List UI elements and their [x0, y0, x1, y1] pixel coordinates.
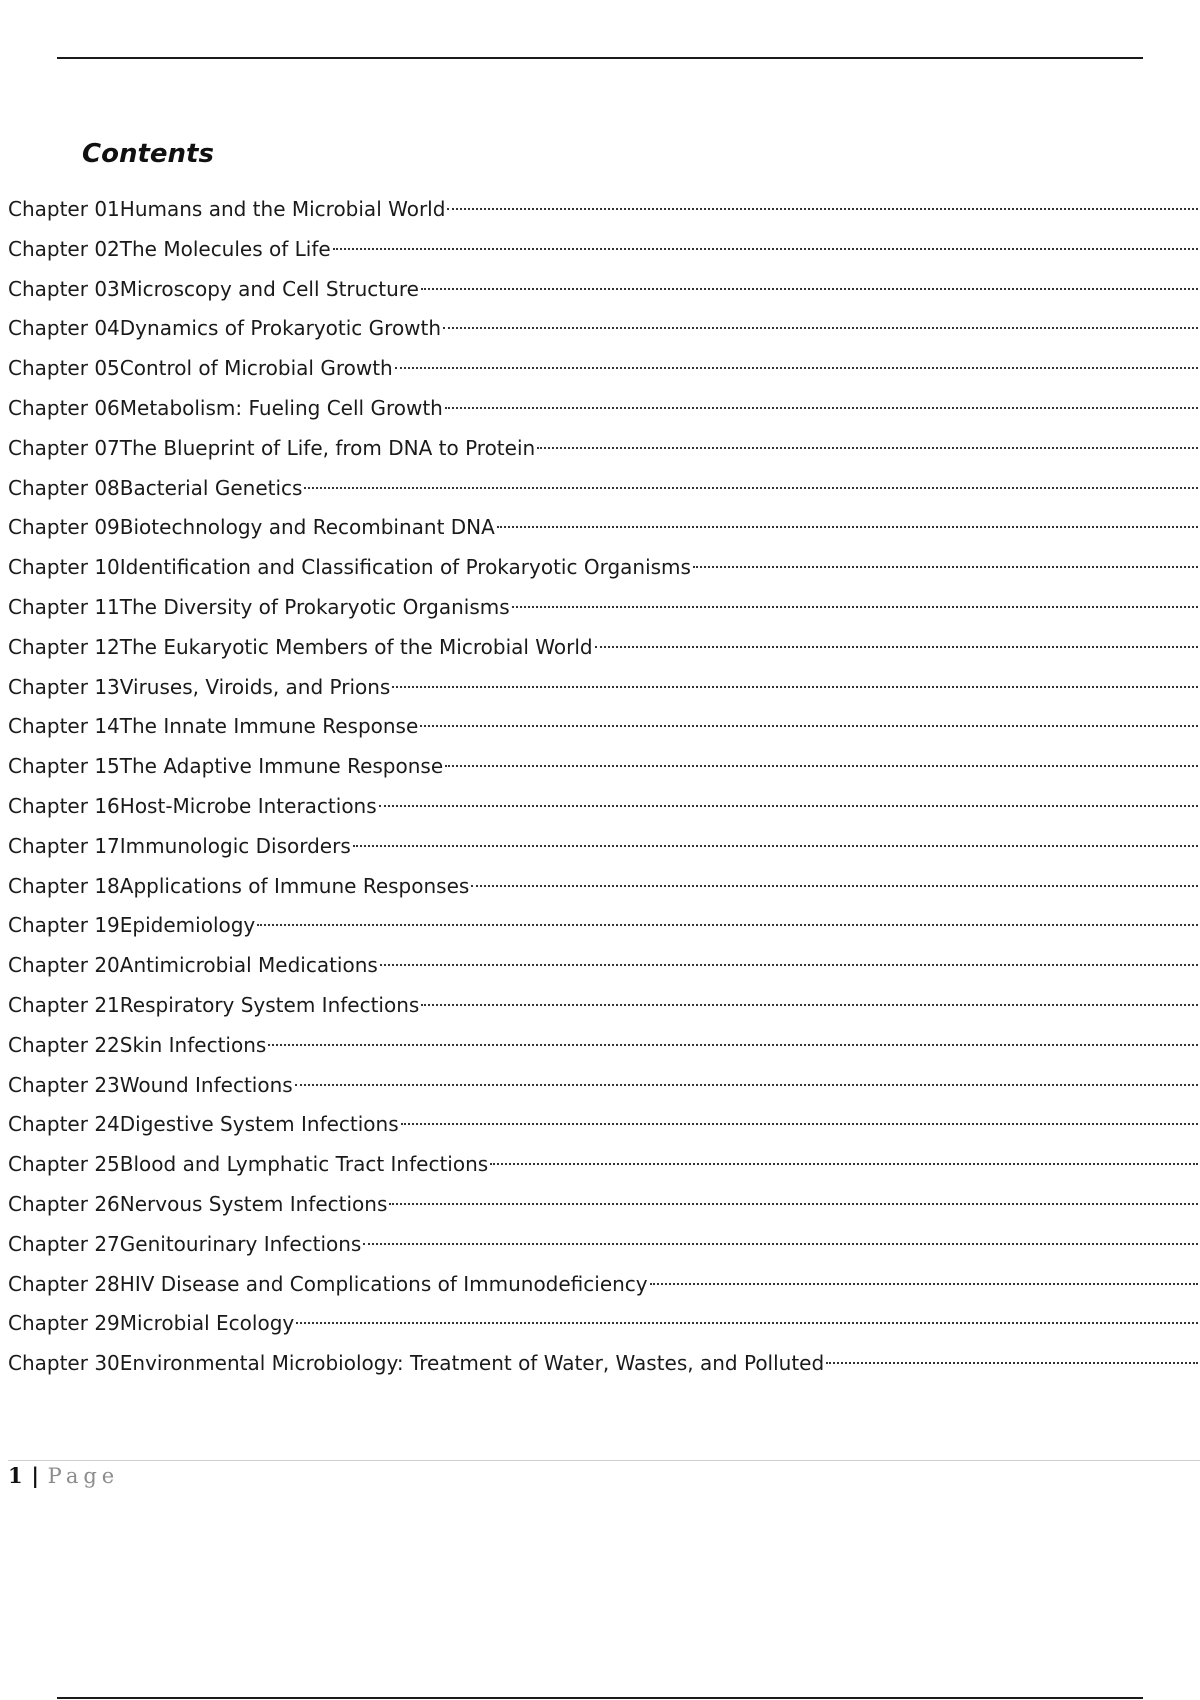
toc-entry[interactable] — [8, 747, 1200, 787]
toc-entry[interactable] — [8, 389, 1200, 429]
toc-chapter-title: Epidemiology — [119, 913, 256, 938]
toc-dot-leader — [443, 327, 1198, 329]
toc-dot-leader — [421, 288, 1198, 290]
toc-dot-leader — [401, 1123, 1198, 1125]
toc-chapter-title: The Blueprint of Life, from DNA to Protein — [119, 435, 536, 460]
toc-entry[interactable] — [8, 787, 1200, 827]
toc-chapter-number: Chapter 29 — [8, 1311, 120, 1336]
toc-dot-leader — [826, 1362, 1198, 1364]
bottom-rule — [57, 1697, 1143, 1699]
toc-chapter-number: Chapter 11 — [8, 594, 120, 619]
footer-page-number: 1 — [8, 1463, 23, 1488]
toc-dot-leader — [389, 1203, 1198, 1205]
toc-entry[interactable] — [8, 986, 1200, 1026]
toc-chapter-title: Nervous System Infections — [119, 1191, 388, 1216]
toc-chapter-number: Chapter 20 — [8, 953, 120, 978]
page-footer — [8, 1462, 119, 1490]
toc-chapter-title: Wound Infections — [119, 1072, 293, 1097]
toc-entry[interactable] — [8, 548, 1200, 588]
toc-entry[interactable] — [8, 1185, 1200, 1225]
toc-chapter-number: Chapter 12 — [8, 634, 120, 659]
toc-dot-leader — [353, 845, 1198, 847]
toc-dot-leader — [395, 367, 1198, 369]
toc-dot-leader — [447, 208, 1198, 210]
toc-entry[interactable] — [8, 906, 1200, 946]
toc-entry[interactable] — [8, 946, 1200, 986]
toc-dot-leader — [595, 646, 1198, 648]
toc-chapter-title: Metabolism: Fueling Cell Growth — [119, 395, 443, 420]
toc-chapter-title: Antimicrobial Medications — [119, 953, 378, 978]
toc-entry[interactable] — [8, 1026, 1200, 1066]
toc-dot-leader — [537, 447, 1198, 449]
toc-chapter-title: Skin Infections — [119, 1032, 267, 1057]
toc-dot-leader — [420, 725, 1198, 727]
toc-entry[interactable] — [8, 707, 1200, 747]
toc-dot-leader — [650, 1283, 1198, 1285]
toc-entry[interactable] — [8, 508, 1200, 548]
toc-chapter-number: Chapter 28 — [8, 1271, 120, 1296]
header-rule — [57, 57, 1143, 59]
toc-dot-leader — [268, 1044, 1198, 1046]
toc-dot-leader — [512, 606, 1198, 608]
toc-entry[interactable] — [8, 190, 1200, 230]
toc-chapter-title: Immunologic Disorders — [119, 833, 351, 858]
toc-dot-leader — [379, 805, 1198, 807]
toc-entry[interactable] — [8, 1066, 1200, 1106]
toc-entry[interactable] — [8, 1344, 1200, 1384]
toc-dot-leader — [392, 686, 1198, 688]
toc-dot-leader — [490, 1163, 1198, 1165]
toc-chapter-number: Chapter 04 — [8, 316, 120, 341]
toc-chapter-title: Microbial Ecology — [119, 1311, 295, 1336]
toc-chapter-title: Control of Microbial Growth — [119, 356, 393, 381]
toc-chapter-title: HIV Disease and Complications of Immunodeficiency — [119, 1271, 648, 1296]
toc-chapter-number: Chapter 05 — [8, 356, 120, 381]
toc-dot-leader — [333, 248, 1198, 250]
toc-dot-leader — [380, 964, 1198, 966]
toc-chapter-title: Viruses, Viroids, and Prions — [119, 674, 391, 699]
toc-chapter-number: Chapter 25 — [8, 1152, 120, 1177]
toc-chapter-number: Chapter 26 — [8, 1191, 120, 1216]
toc-chapter-title: The Innate Immune Response — [119, 714, 419, 739]
toc-entry[interactable] — [8, 270, 1200, 310]
toc-dot-leader — [295, 1084, 1198, 1086]
toc-chapter-number: Chapter 27 — [8, 1231, 120, 1256]
toc-chapter-number: Chapter 30 — [8, 1351, 120, 1376]
toc-chapter-title: Genitourinary Infections — [119, 1231, 362, 1256]
toc-entry[interactable] — [8, 469, 1200, 509]
table-of-contents — [8, 190, 1200, 1384]
toc-chapter-number: Chapter 07 — [8, 435, 120, 460]
toc-chapter-title: Microscopy and Cell Structure — [119, 276, 419, 301]
toc-chapter-title: Identification and Classification of Prokaryotic Organisms — [119, 555, 691, 580]
toc-chapter-number: Chapter 21 — [8, 992, 120, 1017]
toc-entry[interactable] — [8, 867, 1200, 907]
toc-chapter-number: Chapter 03 — [8, 276, 120, 301]
toc-dot-leader — [497, 526, 1198, 528]
toc-entry[interactable] — [8, 230, 1200, 270]
toc-entry[interactable] — [8, 349, 1200, 389]
toc-chapter-title: Respiratory System Infections — [119, 992, 420, 1017]
toc-chapter-number: Chapter 16 — [8, 793, 120, 818]
toc-chapter-number: Chapter 17 — [8, 833, 120, 858]
footer-separator: | — [31, 1463, 39, 1488]
toc-chapter-number: Chapter 23 — [8, 1072, 120, 1097]
toc-chapter-number: Chapter 13 — [8, 674, 120, 699]
toc-entry[interactable] — [8, 429, 1200, 469]
toc-chapter-title: The Diversity of Prokaryotic Organisms — [119, 594, 510, 619]
toc-chapter-number: Chapter 14 — [8, 714, 120, 739]
toc-chapter-number: Chapter 24 — [8, 1112, 120, 1137]
toc-chapter-number: Chapter 02 — [8, 236, 120, 261]
toc-entry[interactable] — [8, 1225, 1200, 1265]
toc-chapter-title: Dynamics of Prokaryotic Growth — [119, 316, 442, 341]
toc-dot-leader — [471, 885, 1198, 887]
toc-chapter-title: Biotechnology and Recombinant DNA — [119, 515, 495, 540]
toc-chapter-title: The Adaptive Immune Response — [119, 754, 444, 779]
toc-entry[interactable] — [8, 1265, 1200, 1305]
toc-entry[interactable] — [8, 827, 1200, 867]
toc-chapter-number: Chapter 22 — [8, 1032, 120, 1057]
toc-entry[interactable] — [8, 588, 1200, 628]
toc-dot-leader — [445, 765, 1198, 767]
toc-entry[interactable] — [8, 1105, 1200, 1145]
toc-chapter-number: Chapter 19 — [8, 913, 120, 938]
toc-chapter-title: Host-Microbe Interactions — [119, 793, 377, 818]
toc-chapter-number: Chapter 18 — [8, 873, 120, 898]
footer-rule — [8, 1460, 1200, 1461]
toc-dot-leader — [363, 1243, 1198, 1245]
toc-dot-leader — [445, 407, 1198, 409]
toc-heading: Contents — [82, 139, 214, 169]
toc-chapter-number: Chapter 09 — [8, 515, 120, 540]
toc-dot-leader — [257, 924, 1198, 926]
toc-chapter-title: Digestive System Infections — [119, 1112, 399, 1137]
toc-dot-leader — [304, 487, 1198, 489]
toc-chapter-title: The Molecules of Life — [119, 236, 331, 261]
toc-entry[interactable] — [8, 1145, 1200, 1185]
toc-chapter-number: Chapter 15 — [8, 754, 120, 779]
toc-dot-leader — [693, 566, 1198, 568]
toc-chapter-title: Bacterial Genetics — [119, 475, 303, 500]
toc-chapter-title: Blood and Lymphatic Tract Infections — [119, 1152, 489, 1177]
toc-chapter-title: Environmental Microbiology: Treatment of Water, Wastes, and Polluted — [119, 1351, 825, 1376]
toc-entry[interactable] — [8, 628, 1200, 668]
toc-entry[interactable] — [8, 1304, 1200, 1344]
toc-entry[interactable] — [8, 668, 1200, 708]
toc-chapter-title: Applications of Immune Responses — [119, 873, 470, 898]
toc-dot-leader — [421, 1004, 1198, 1006]
toc-chapter-number: Chapter 01 — [8, 197, 120, 221]
footer-page-label: Page — [47, 1464, 120, 1488]
toc-chapter-number: Chapter 10 — [8, 555, 120, 580]
toc-entry[interactable] — [8, 309, 1200, 349]
toc-chapter-number: Chapter 06 — [8, 395, 120, 420]
toc-chapter-number: Chapter 08 — [8, 475, 120, 500]
toc-chapter-title: Humans and the Microbial World — [119, 197, 446, 221]
toc-dot-leader — [296, 1322, 1198, 1324]
toc-chapter-title: The Eukaryotic Members of the Microbial World — [119, 634, 593, 659]
